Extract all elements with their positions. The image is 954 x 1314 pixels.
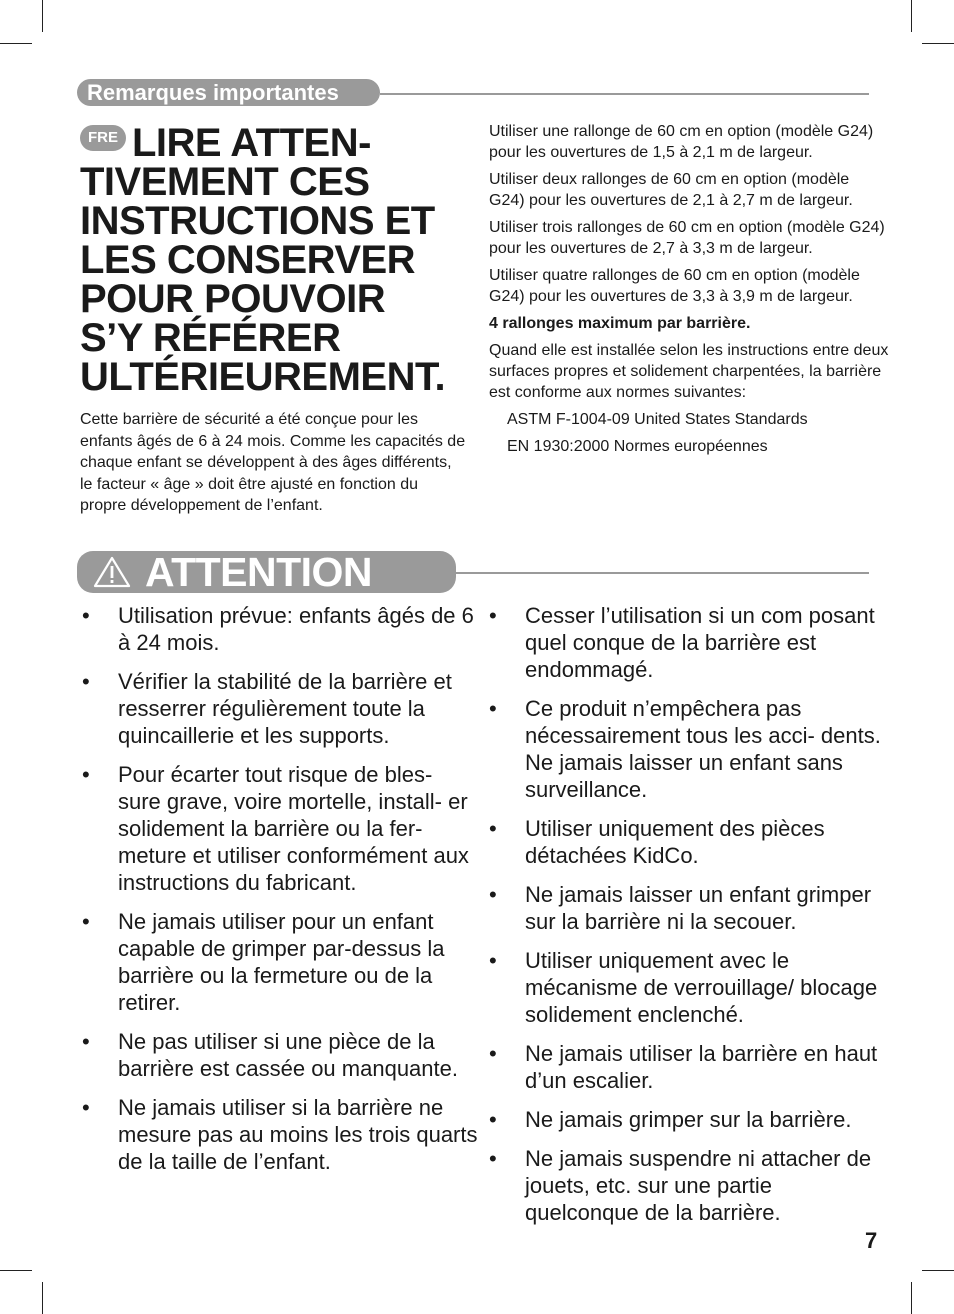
standard-item: EN 1930:2000 Normes européennes <box>507 438 768 455</box>
bullet-marker: • <box>489 1041 497 1066</box>
crop-mark <box>911 0 912 32</box>
intro-paragraph: Cette barrière de sécurité a été conçue pour les enfants âgés de 6 à 24 mois. Comme les capacités de chaque enfant se développent à des âges différents, le facteur « âge » doit être ajusté en fonction du propre développement de l’enfant. <box>80 411 466 514</box>
page-number: 7 <box>865 1228 878 1253</box>
standard-item: ASTM F-1004-09 United States Standards <box>507 411 808 428</box>
bullet-marker: • <box>489 816 497 841</box>
warning-list-left <box>78 602 478 1187</box>
extension-paragraph: Utiliser deux rallonges de 60 cm en option (modèle G24) pour les ouvertures de 2,1 à 2,7 m de largeur. <box>489 171 853 209</box>
extension-paragraph: Utiliser quatre rallonges de 60 cm en option (modèle G24) pour les ouvertures de 3,3 à 3,9 m de largeur. <box>489 267 860 305</box>
section-divider <box>380 93 869 95</box>
bullet-marker: • <box>489 882 497 907</box>
list-item: • Pour écarter tout risque de bles- sure grave, voire mortelle, install- er solidement la barrière ou la fer- meture et utiliser conformément aux instructions du fabricant. <box>82 762 469 895</box>
bullet-marker: • <box>82 603 90 628</box>
crop-mark <box>0 1270 32 1271</box>
headline-line: LES CONSERVER <box>80 238 416 282</box>
list-item: • Utiliser uniquement des pièces détachées KidCo. <box>489 816 825 868</box>
headline-line: INSTRUCTIONS ET <box>80 199 435 243</box>
bullet-marker: • <box>489 1146 497 1171</box>
max-extensions-note: 4 rallonges maximum par barrière. <box>489 315 751 332</box>
list-item: • Ne jamais utiliser si la barrière ne mesure pas au moins les trois quarts de la taille de l’enfant. <box>82 1095 478 1174</box>
language-badge: FRE <box>80 125 126 151</box>
bullet-marker: • <box>82 909 90 934</box>
headline-line: S’Y RÉFÉRER <box>80 316 341 360</box>
extension-info <box>489 121 889 463</box>
list-item: • Utilisation prévue: enfants âgés de 6 à 24 mois. <box>82 603 474 655</box>
headline-line: ULTÉRIEUREMENT. <box>80 355 446 399</box>
warning-triangle-icon <box>92 555 132 589</box>
crop-mark <box>42 1282 43 1314</box>
list-item: • Ne jamais utiliser la barrière en haut d’un escalier. <box>489 1041 878 1093</box>
list-item: • Ne jamais suspendre ni attacher de jouets, etc. sur une partie quelconque de la barrière. <box>489 1146 872 1225</box>
headline-line: POUR POUVOIR <box>80 277 386 321</box>
crop-mark <box>0 43 32 44</box>
list-item: • Ce produit n’empêchera pas nécessairement tous les acci- dents. Ne jamais laisser un enfant sans surveillance. <box>489 696 881 802</box>
bullet-marker: • <box>82 762 90 787</box>
list-item: • Cesser l’utilisation si un com posant quel conque de la barrière est endommagé. <box>489 603 875 682</box>
list-item: • Ne jamais utiliser pour un enfant capable de grimper par-dessus la barrière ou la fermeture ou de la retirer. <box>82 909 445 1015</box>
bullet-marker: • <box>489 603 497 628</box>
bullet-marker: • <box>489 1107 497 1132</box>
list-item: • Vérifier la stabilité de la barrière et resserrer régulièrement toute la quincaillerie et les supports. <box>82 669 452 748</box>
attention-divider <box>456 572 869 574</box>
list-item: • Ne jamais laisser un enfant grimper sur la barrière ni la secouer. <box>489 882 872 934</box>
bullet-marker: • <box>489 948 497 973</box>
list-item: • Ne pas utiliser si une pièce de la barrière est cassée ou manquante. <box>82 1029 458 1081</box>
bullet-marker: • <box>82 1095 90 1120</box>
bullet-marker: • <box>82 1029 90 1054</box>
crop-mark <box>42 0 43 32</box>
list-item: • Ne jamais grimper sur la barrière. <box>489 1107 852 1132</box>
crop-mark <box>922 1270 954 1271</box>
crop-mark <box>922 43 954 44</box>
list-item: • Utiliser uniquement avec le mécanisme de verrouillage/ blocage solidement enclenché. <box>489 948 878 1027</box>
warning-list-right <box>485 602 885 1238</box>
headline-line: TIVEMENT CES <box>80 160 370 204</box>
bullet-marker: • <box>489 696 497 721</box>
extension-paragraph: Utiliser trois rallonges de 60 cm en option (modèle G24) pour les ouvertures de 2,7 à 3,3 m de largeur. <box>489 219 885 257</box>
attention-title: ATTENTION <box>145 549 373 595</box>
section-header: Remarques importantes <box>77 79 380 106</box>
crop-mark <box>911 1282 912 1314</box>
extension-paragraph: Utiliser une rallonge de 60 cm en option (modèle G24) pour les ouvertures de 1,5 à 2,1 m de largeur. <box>489 123 874 161</box>
bullet-marker: • <box>82 669 90 694</box>
installation-note: Quand elle est installée selon les instructions entre deux surfaces propres et solidement charpentées, la barrière est conforme aux normes suivantes: <box>489 342 889 401</box>
headline <box>80 121 475 399</box>
headline-line: LIRE ATTEN- <box>132 121 371 165</box>
